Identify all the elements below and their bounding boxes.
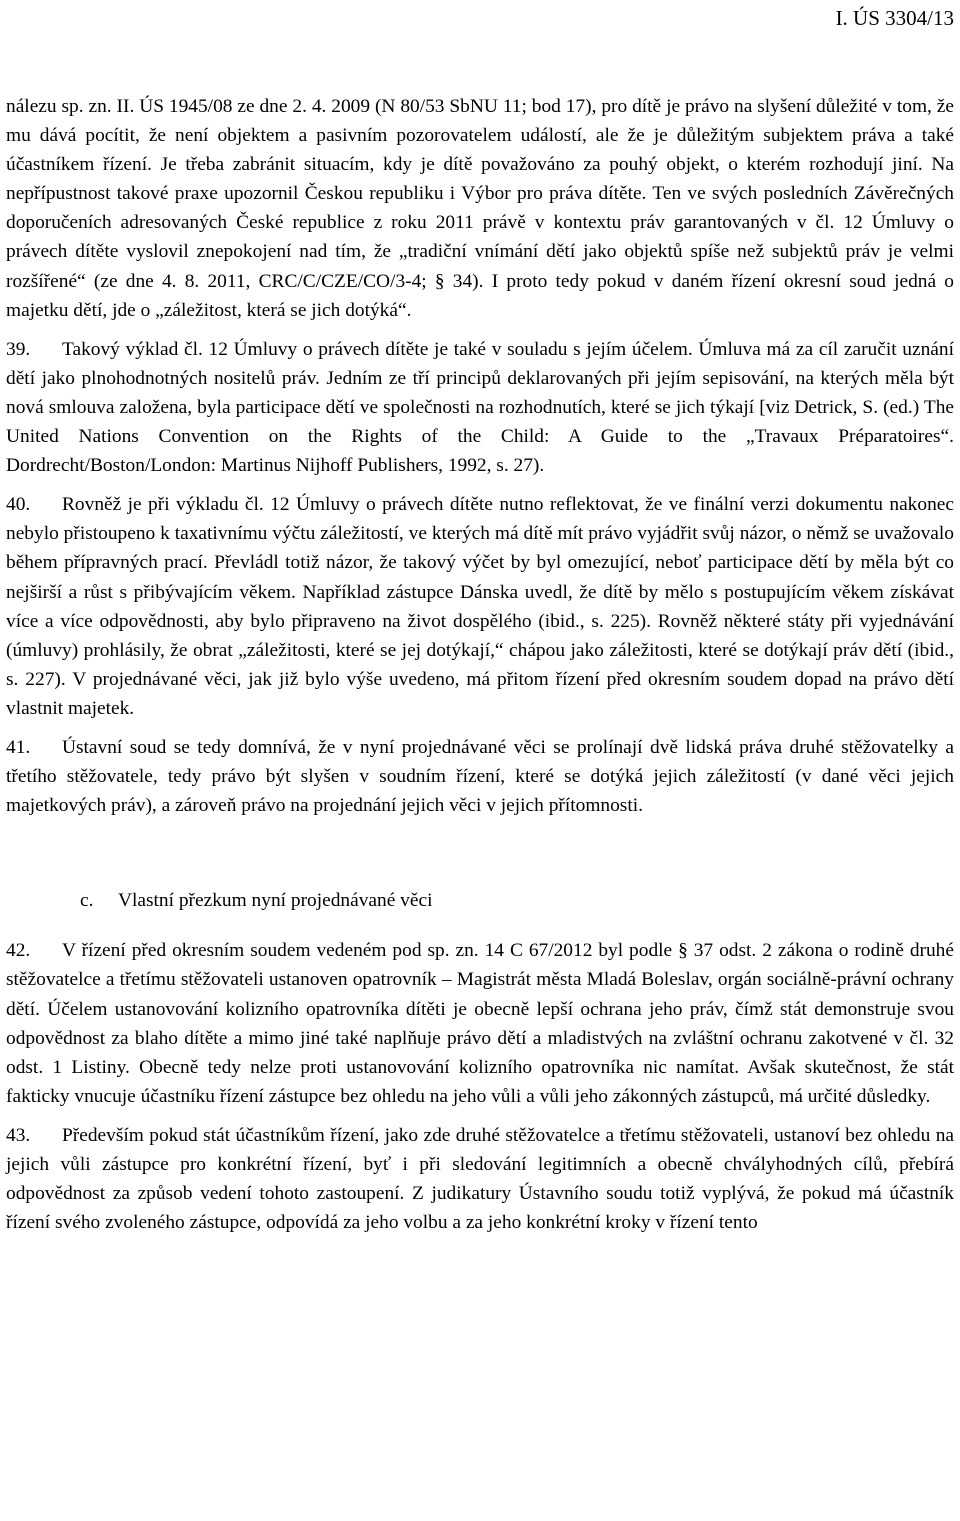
paragraph-38-continuation: [6, 92, 954, 325]
document-body: [6, 92, 954, 1247]
paragraph-number: 43.: [6, 1124, 31, 1146]
paragraph-40: [6, 490, 954, 723]
case-number-header: I. ÚS 3304/13: [835, 6, 954, 30]
paragraph-text: Především pokud stát účastníkům řízení, jako zde druhé stěžovatelce a třetímu stěžovateli, ustanoví bez ohledu na jejich vůli zástupce pro konkrétní řízení, byť i při sledování legitimních a obecně chvályhodných cílů, přebírá odpovědnost za způsob vedení tohoto zastoupení. Z judikatury Ústavního soudu totiž vyplývá, že pokud má účastník řízení svého zvoleného zástupce, odpovídá za jeho volbu a za jeho konkrétní kroky v řízení tento: [6, 1124, 954, 1234]
subheading-text: Vlastní přezkum nyní projednávané věci: [118, 890, 433, 912]
paragraph-number: 42.: [6, 940, 31, 962]
paragraph-text: Takový výklad čl. 12 Úmluvy o právech dítěte je také v souladu s jejím účelem. Úmluva má za cíl zaručit uznání dětí jako plnohodnotných nositelů práv. Jedním ze tří principů deklarovaných při jejím sepisování, na kterých měla být nová smlouva založena, byla participace dětí ve společnosti na rozhodnutích, které se jich týkají [viz Detrick, S. (ed.) The United Nations Convention on the Rights of the Child: A Guide to the „Travaux Préparatoires“. Dordrecht/Boston/London: Martinus Nijhoff Publishers, 1992, s. 27).: [6, 338, 954, 477]
paragraph-41: [6, 733, 954, 820]
paragraph-number: 41.: [6, 736, 31, 758]
paragraph-42: [6, 936, 954, 1111]
paragraph-text: V řízení před okresním soudem vedeném pod sp. zn. 14 C 67/2012 byl podle § 37 odst. 2 zákona o rodině druhé stěžovatelce a třetímu stěžovateli ustanoven opatrovník – Magistrát města Mladá Boleslav, orgán sociálně-právní ochrany dětí. Účelem ustanovování kolizního opatrovníka dítěti je obecně lepší ochrana jeho práv, čímž stát demonstruje svou odpovědnost za blaho dítěte a mimo jiné také naplňuje právo dětí a mladistvých na zvláštní ochranu zakotvené v čl. 32 odst. 1 Listiny. Obecně tedy nelze proti ustanovování kolizního opatrovníka nic namítat. Avšak skutečnost, že stát fakticky vnucuje účastníku řízení zástupce bez ohledu na jeho vůli a vůli jeho zákonných zástupců, má určité důsledky.: [6, 940, 954, 1107]
paragraph-39: [6, 335, 954, 480]
paragraph-text: Ústavní soud se tedy domnívá, že v nyní projednávané věci se prolínají dvě lidská práva druhé stěžovatelky a třetího stěžovatele, tedy právo být slyšen v soudním řízení, které se dotýká jejich záležitostí (v dané věci jejich majetkových práv), a zároveň právo na projednání jejich věci v jejich přítomnosti.: [6, 736, 954, 817]
subheading-letter: c.: [80, 890, 94, 912]
paragraph-text: Rovněž je při výkladu čl. 12 Úmluvy o právech dítěte nutno reflektovat, že ve finální verzi dokumentu nakonec nebylo přistoupeno k taxativnímu výčtu záležitostí, ve kterých má dítě mít právo vyjádřit svůj názor, o němž se uvažovalo během přípravných prací. Převládl totiž názor, že takový výčet by byl omezující, neboť participace dětí by měla být co nejširší a růst s přibývajícím věkem. Například zástupce Dánska uvedl, že dítě by mělo s postupujícím věkem získávat více a více odpovědnosti, aby bylo připraveno na život dospělého (ibid., s. 225). Rovněž některé státy při vyjednávání (úmluvy) prohlásily, že obrat „záležitosti, které se jej dotýkají,“ chápou jako záležitosti, které se dotýkají práv dětí (ibid., s. 227). V projednávané věci, jak již bylo výše uvedeno, má přitom řízení před okresním soudem dopad na právo dětí vlastnit majetek.: [6, 494, 954, 719]
paragraph-43: [6, 1121, 954, 1237]
paragraph-number: 40.: [6, 494, 31, 516]
paragraph-number: 39.: [6, 338, 31, 360]
paragraph-text: nálezu sp. zn. II. ÚS 1945/08 ze dne 2. 4. 2009 (N 80/53 SbNU 11; bod 17), pro dítě je právo na slyšení důležité v tom, že mu dává pocítit, že není objektem a pasivním pozorovatelem událostí, ale že je důležitým subjektem práva a také účastníkem řízení. Je třeba zabránit situacím, kdy je dítě považováno za pouhý objekt, o kterém rozhodují jiní. Na nepřípustnost takové praxe upozornil Českou republiku i Výbor pro práva dítěte. Ten ve svých posledních Závěrečných doporučeních adresovaných České republice z roku 2011 právě v kontextu práv garantovaných v čl. 12 Úmluvy o právech dítěte vyslovil znepokojení nad tím, že „tradiční vnímání dětí jako objektů spíše než subjektů práv je velmi rozšířené“ (ze dne 4. 8. 2011, CRC/C/CZE/CO/3-4; § 34). I proto tedy pokud v daném řízení okresní soud jedná o majetku dětí, jde o „záležitost, která se jich dotýká“.: [6, 96, 954, 321]
section-subheading: [6, 886, 954, 915]
